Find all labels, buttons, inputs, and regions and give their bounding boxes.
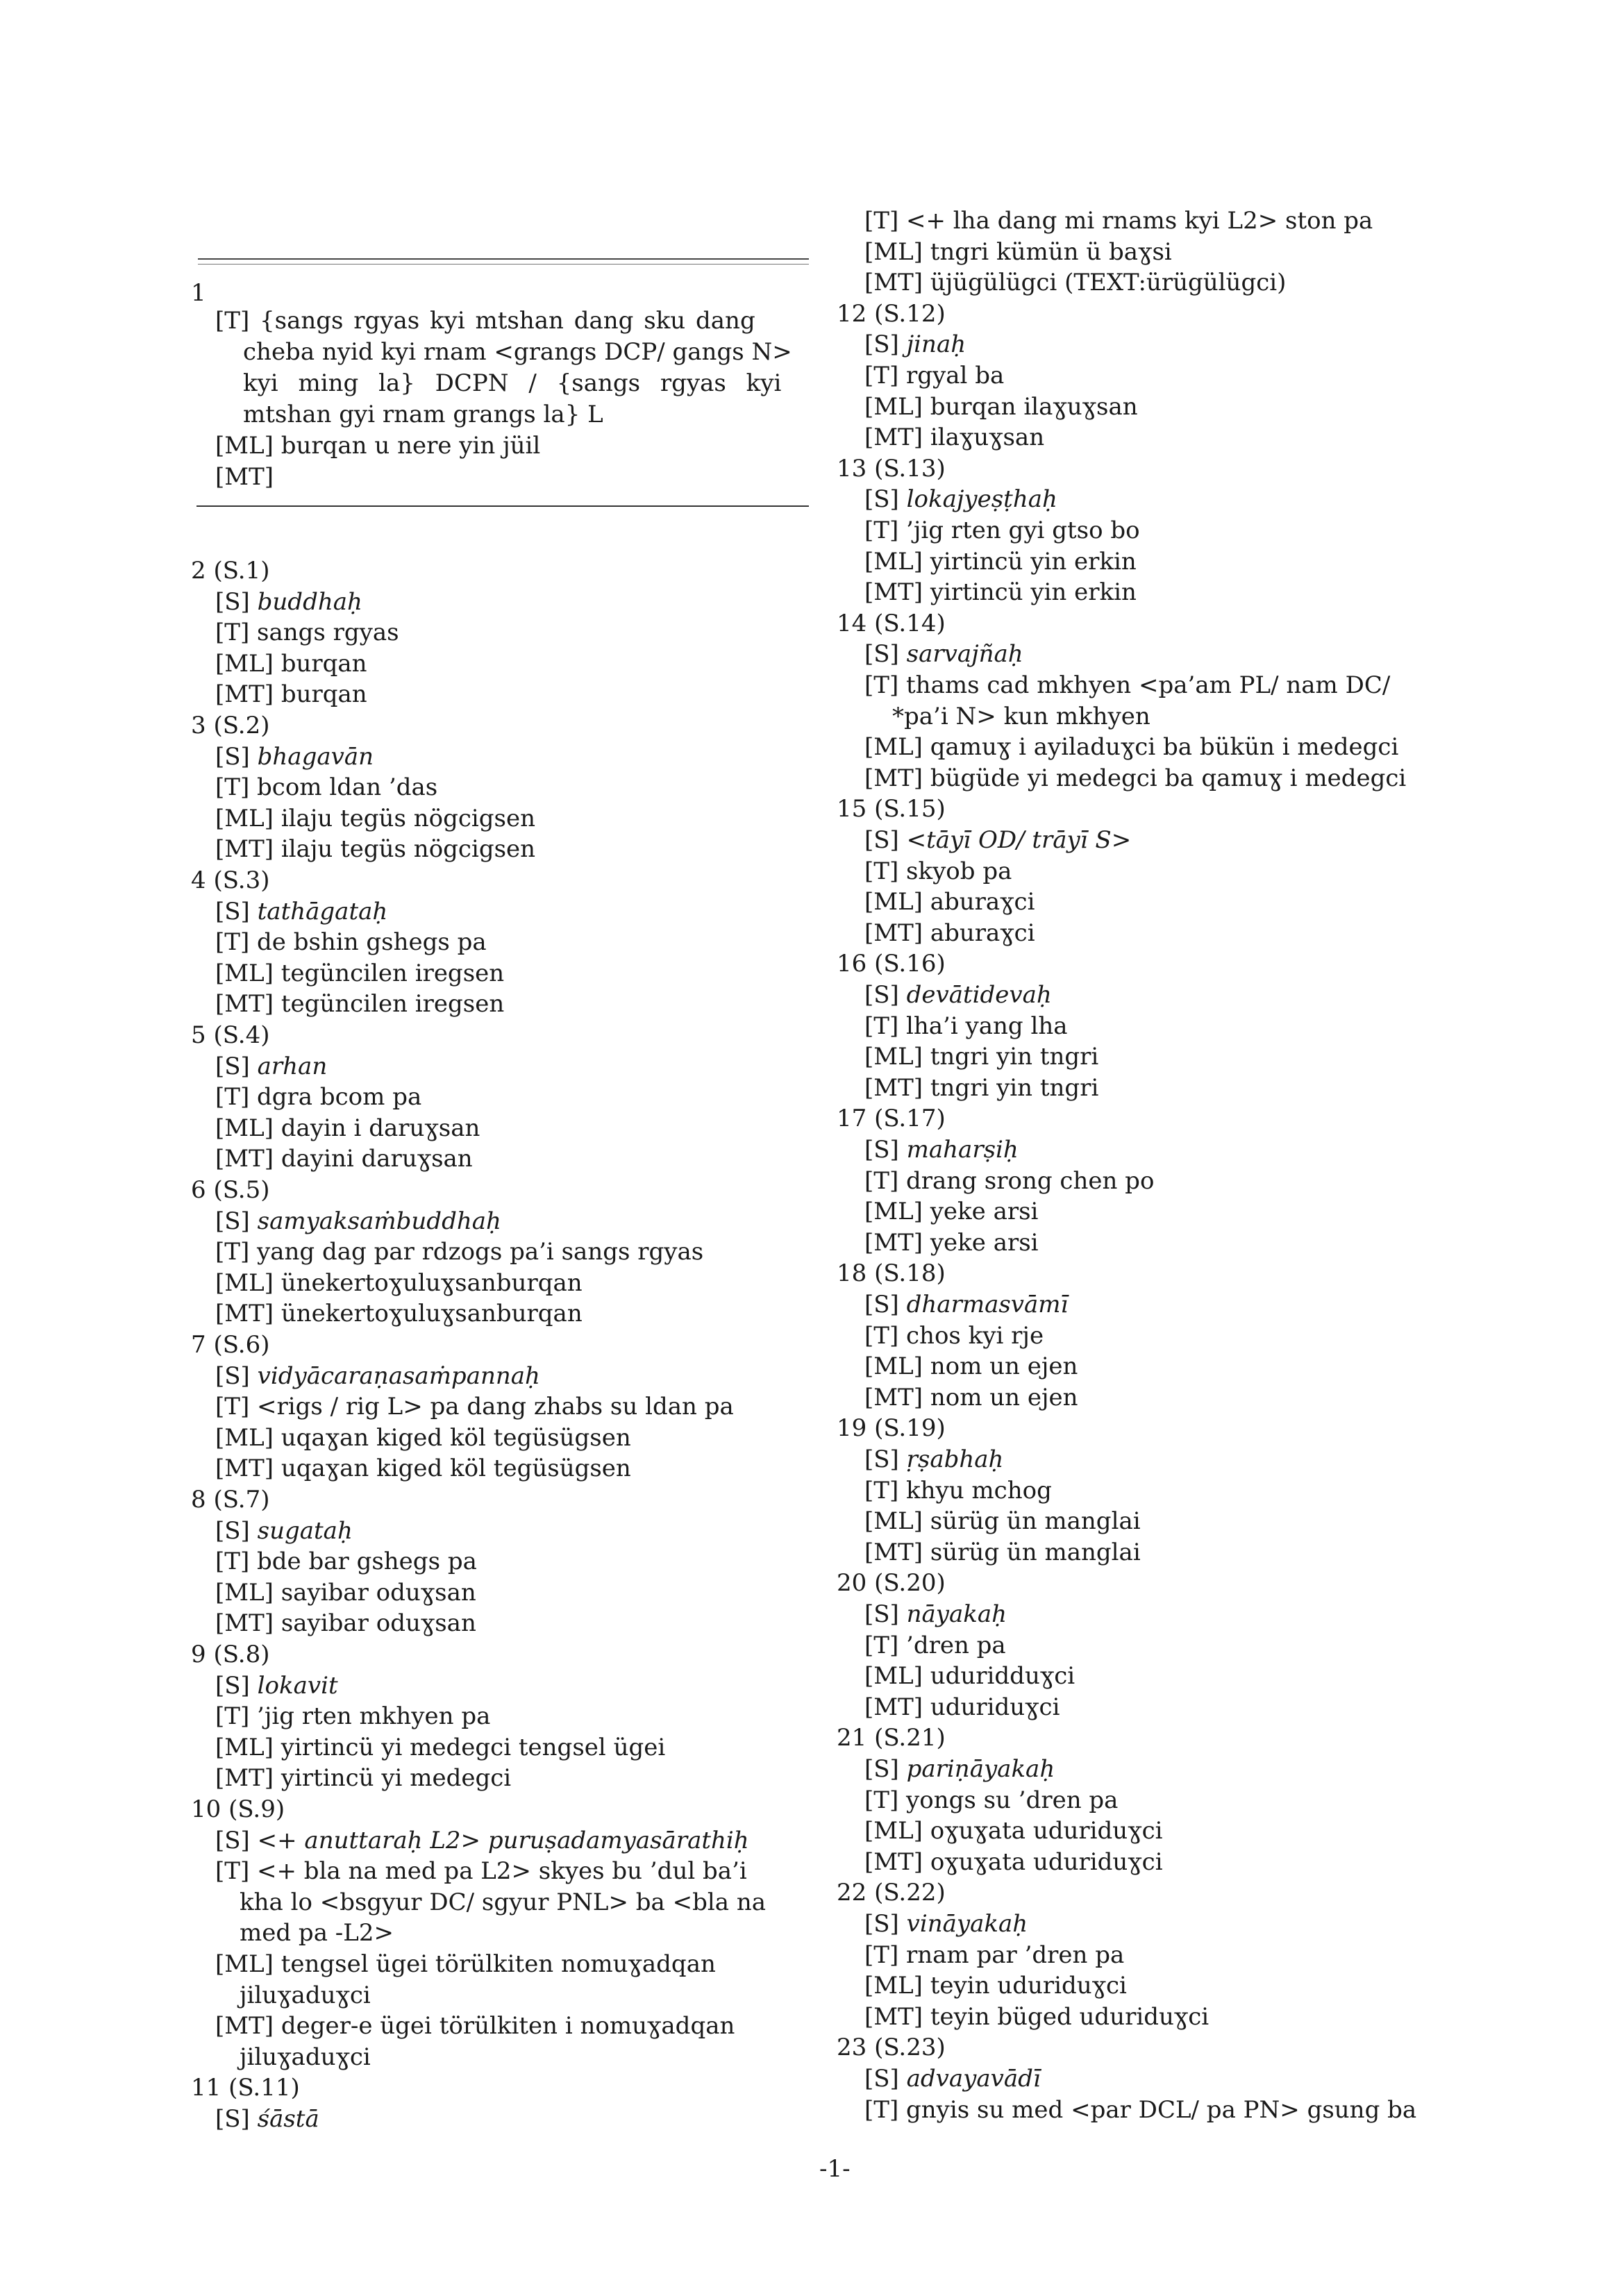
entry-line [864, 1289, 1068, 1320]
entry-line [215, 2104, 319, 2134]
entry-line: [ML] tngri kümün ü baɣsi [864, 237, 1172, 266]
sanskrit-term: arhan [257, 1052, 328, 1080]
entry-heading: 18 (S.18) [837, 1259, 946, 1288]
sanskrit-tag: [S] [215, 1516, 258, 1545]
entry-line: [MT] yirtincü yin erkin [864, 578, 1137, 607]
sanskrit-term: sugataḥ [257, 1516, 353, 1545]
entry-line: [ML] uduridduɣci [864, 1662, 1075, 1691]
entry-line [864, 1444, 1003, 1475]
entry-line [215, 1516, 353, 1546]
entry-line: [T] bcom ldan ’das [215, 773, 438, 802]
entry-line: [MT] oɣuɣata uduriduɣci [864, 1847, 1163, 1876]
entry-line: [MT] uqaɣan kiged köl tegüsügsen [215, 1455, 631, 1483]
header-mt-line: [MT] [215, 463, 274, 491]
sanskrit-term: lokajyeṣṭhaḥ [906, 485, 1057, 514]
sanskrit-term: vināyakaḥ [906, 1910, 1028, 1938]
sanskrit-term: maharṣiḥ [906, 1136, 1019, 1164]
header-tibetan-line: kyi ming la} DCPN / {sangs rgyas kyi [243, 369, 782, 397]
entry-line: [ML] yeke arsi [864, 1198, 1039, 1226]
entry-line: [T] lha’i yang lha [864, 1012, 1068, 1040]
entry-line: [MT] sürüg ün manglai [864, 1538, 1141, 1566]
sanskrit-tag: [S] [215, 1826, 258, 1854]
entry-heading: 11 (S.11) [191, 2074, 300, 2102]
header-ml-line: [ML] burqan u nere yin jüil [215, 432, 541, 460]
entry-line: jiluɣaduɣci [240, 2043, 371, 2071]
entry-line: [MT] deger-e ügei törülkiten i nomuɣadqan [215, 2012, 735, 2041]
entry-line: [ML] burqan ilaɣuɣsan [864, 392, 1138, 421]
entry-heading: 22 (S.22) [837, 1879, 946, 1907]
header-tibetan-line: mtshan gyi rnam grangs la} L [243, 401, 603, 428]
sanskrit-tag: [S] [215, 1052, 258, 1080]
entry-line [864, 1599, 1007, 1629]
sanskrit-tag: [S] [215, 742, 258, 771]
entry-line: [T] <+ bla na med pa L2> skyes bu ’dul ba’i [215, 1857, 747, 1886]
entry-line [864, 1754, 1055, 1784]
sanskrit-tag: [S] [215, 897, 258, 925]
sanskrit-tag: [S] [215, 2105, 258, 2133]
entry-line: kha lo <bsgyur DC/ sgyur PNL> ba <bla na [240, 1888, 766, 1916]
entry-line: [T] yongs su ’dren pa [864, 1786, 1119, 1814]
entry-line [215, 1825, 749, 1856]
entry-heading: 4 (S.3) [191, 866, 270, 894]
entry-line: [T] ’dren pa [864, 1631, 1006, 1659]
entry-line [864, 484, 1057, 514]
entry-line: [MT] yirtincü yi medegci [215, 1764, 512, 1793]
entry-line: [MT] tegüncilen iregsen [215, 990, 505, 1019]
entry-line: [MT] tngri yin tngri [864, 1073, 1099, 1102]
sanskrit-tag: [S] [864, 1136, 907, 1164]
entry-heading: 21 (S.21) [837, 1724, 946, 1752]
entry-line: [T] drang srong chen po [864, 1166, 1155, 1195]
sanskrit-term: vidyācaraṇasaṁpannaḥ [257, 1361, 540, 1390]
entry-line [864, 1909, 1028, 1939]
sanskrit-term: bhagavān [257, 742, 374, 771]
entry-line: [MT] yeke arsi [864, 1228, 1039, 1257]
entry-line: [T] ’jig rten gyi gtso bo [864, 517, 1140, 544]
entry-line: [ML] uqaɣan kiged köl tegüsügsen [215, 1423, 631, 1452]
header-bottom-rule [196, 505, 809, 507]
sanskrit-tag: [S] [864, 330, 907, 359]
entry-line [215, 896, 387, 927]
entry-line: [ML] tengsel ügei törülkiten nomuɣadqan [215, 1950, 716, 1978]
sanskrit-tag: [S] [215, 1207, 258, 1235]
entry-line: [MT] bügüde yi medegci ba qamuɣ i medegci [864, 764, 1407, 792]
entry-line: [T] de bshin gshegs pa [215, 928, 487, 957]
entry-heading: 13 (S.13) [837, 454, 946, 483]
entry-line: [ML] ilaju tegüs nögcigsen [215, 804, 535, 832]
entry-line: [T] rgyal ba [864, 362, 1005, 389]
entry-line: [MT] burqan [215, 680, 367, 709]
entry-heading: 23 (S.23) [837, 2034, 946, 2062]
sanskrit-term: sarvajñaḥ [906, 640, 1023, 669]
entry-line: [T] rnam par ’dren pa [864, 1941, 1125, 1969]
entry-line: [T] sangs rgyas [215, 619, 399, 647]
entry-line: [T] skyob pa [864, 857, 1012, 885]
entry-line [864, 2063, 1041, 2094]
entry-line: [MT] nom un ejen [864, 1383, 1078, 1411]
entry-line: [T] bde bar gshegs pa [215, 1548, 477, 1576]
entry-line: [ML] oɣuɣata uduriduɣci [864, 1817, 1163, 1845]
entry-line: [ML] burqan [215, 649, 367, 678]
entry-heading: 17 (S.17) [837, 1105, 946, 1133]
entry-line: [MT] ilaɣuɣsan [864, 424, 1045, 452]
sanskrit-term: advayavādī [906, 2065, 1041, 2093]
entry-line [864, 329, 966, 360]
sanskrit-term: samyaksaṁbuddhaḥ [257, 1207, 501, 1235]
entry-line: med pa -L2> [240, 1919, 394, 1947]
sanskrit-term: buddhaḥ [257, 587, 362, 616]
entry-heading: 14 (S.14) [837, 609, 946, 637]
entry-line: *pa’i N> kun mkhyen [892, 702, 1150, 730]
entry-line: [ML] qamuɣ i ayiladuɣci ba bükün i medegci [864, 733, 1399, 762]
entry-heading: 20 (S.20) [837, 1569, 946, 1598]
sanskrit-term: <+ anuttaraḥ L2> puruṣadamyasārathiḥ [257, 1826, 749, 1854]
entry-line: [MT] uduriduɣci [864, 1693, 1060, 1721]
entry-line: [ML] dayin i daruɣsan [215, 1114, 480, 1142]
entry-line: [MT] dayini daruɣsan [215, 1145, 473, 1173]
sanskrit-term: dharmasvāmī [906, 1291, 1069, 1318]
entry-line [215, 1670, 338, 1701]
entry-line: [MT] aburaɣci [864, 919, 1035, 947]
entry-heading: 15 (S.15) [837, 795, 946, 823]
sanskrit-term: devātidevaḥ [906, 981, 1052, 1009]
entry-line: [T] khyu mchog [864, 1476, 1052, 1505]
entry-line [215, 587, 362, 617]
sanskrit-tag: [S] [864, 1910, 907, 1938]
entry-line: [T] gnyis su med <par DCL/ pa PN> gsung ba [864, 2095, 1417, 2124]
entry-line: [ML] teyin uduriduɣci [864, 1972, 1127, 2000]
header-tibetan-line: cheba nyid kyi rnam <grangs DCP/ gangs N> [243, 338, 792, 366]
entry-line: [T] dgra bcom pa [215, 1083, 422, 1112]
sanskrit-term: lokavit [257, 1671, 338, 1700]
entry-line: [MT] ünekertoɣuluɣsanburqan [215, 1300, 583, 1328]
entry-line: [MT] üjügülügci (TEXT:ürügülügci) [864, 269, 1287, 297]
entry-line: [ML] yirtincü yin erkin [864, 547, 1137, 576]
entry-line: jiluɣaduɣci [240, 1981, 371, 2009]
entry-line: [ML] yirtincü yi medegci tengsel ügei [215, 1733, 666, 1761]
entry-heading: 3 (S.2) [191, 712, 270, 739]
entry-line: [T] thams cad mkhyen <pa’am PL/ nam DC/ [864, 671, 1391, 699]
header-top-rule [198, 258, 809, 265]
sanskrit-term: pariṇāyakaḥ [906, 1755, 1055, 1783]
sanskrit-tag: [S] [215, 1671, 258, 1700]
entry-line: [ML] sayibar oduɣsan [215, 1578, 476, 1607]
entry-line [215, 1361, 540, 1391]
entry-line: [ML] aburaɣci [864, 888, 1035, 916]
entry-line [215, 1206, 501, 1237]
entry-line: [T] chos kyi rje [864, 1321, 1044, 1350]
entry-heading: 5 (S.4) [191, 1021, 270, 1049]
entry-line [864, 639, 1023, 669]
sanskrit-term: jinaḥ [906, 330, 966, 359]
sanskrit-tag: [S] [864, 1755, 907, 1783]
entry-line [215, 741, 374, 772]
entry-line: [T] yang dag par rdzogs pa’i sangs rgyas [215, 1238, 704, 1266]
sanskrit-term: nāyakaḥ [906, 1600, 1007, 1628]
entry-heading: 19 (S.19) [837, 1414, 946, 1443]
sanskrit-tag: [S] [864, 981, 907, 1009]
sanskrit-tag: [S] [864, 826, 907, 854]
entry-heading: 2 (S.1) [191, 557, 270, 585]
page-number: -1- [819, 2155, 851, 2183]
entry-line: [ML] tegüncilen iregsen [215, 959, 505, 987]
entry-line [215, 1051, 327, 1082]
sanskrit-tag: [S] [864, 640, 907, 669]
entry-line: [ML] nom un ejen [864, 1352, 1078, 1381]
sanskrit-term: ṛṣabhaḥ [906, 1446, 1004, 1473]
entry-heading: 9 (S.8) [191, 1641, 270, 1668]
entry-line: [T] <rigs / rig L> pa dang zhabs su ldan pa [215, 1393, 734, 1421]
sanskrit-tag: [S] [864, 1291, 907, 1318]
sanskrit-term: śāstā [257, 2105, 319, 2133]
sanskrit-term: tathāgataḥ [257, 897, 388, 925]
entry-line: [ML] sürüg ün manglai [864, 1507, 1141, 1536]
entry-heading: 10 (S.9) [191, 1795, 285, 1823]
sanskrit-tag: [S] [215, 587, 258, 616]
entry-line [864, 1134, 1019, 1165]
entry-number: 1 [191, 279, 206, 307]
sanskrit-tag: [S] [864, 485, 907, 514]
entry-heading: 8 (S.7) [191, 1486, 270, 1514]
entry-line: [ML] ünekertoɣuluɣsanburqan [215, 1268, 583, 1297]
entry-line [864, 825, 1131, 855]
entry-heading: 6 (S.5) [191, 1176, 270, 1204]
entry-heading: 7 (S.6) [191, 1331, 270, 1359]
entry-line: [T] ’jig rten mkhyen pa [215, 1702, 491, 1731]
sanskrit-term: <tāyī OD/ trāyī S> [906, 826, 1132, 854]
sanskrit-tag: [S] [864, 2065, 907, 2093]
entry-line: [T] <+ lha dang mi rnams kyi L2> ston pa [864, 207, 1373, 235]
entry-line: [ML] tngri yin tngri [864, 1043, 1099, 1071]
sanskrit-tag: [S] [864, 1600, 907, 1628]
sanskrit-tag: [S] [215, 1361, 258, 1390]
sanskrit-tag: [S] [864, 1446, 907, 1473]
entry-line: [MT] teyin büged uduriduɣci [864, 2002, 1209, 2031]
header-tibetan-line: [T] {sangs rgyas kyi mtshan dang sku dang [215, 307, 755, 335]
entry-heading: 12 (S.12) [837, 299, 946, 328]
entry-line: [MT] ilaju tegüs nögcigsen [215, 835, 536, 864]
entry-heading: 16 (S.16) [837, 950, 946, 978]
entry-line [864, 980, 1052, 1010]
entry-line: [MT] sayibar oduɣsan [215, 1609, 476, 1638]
